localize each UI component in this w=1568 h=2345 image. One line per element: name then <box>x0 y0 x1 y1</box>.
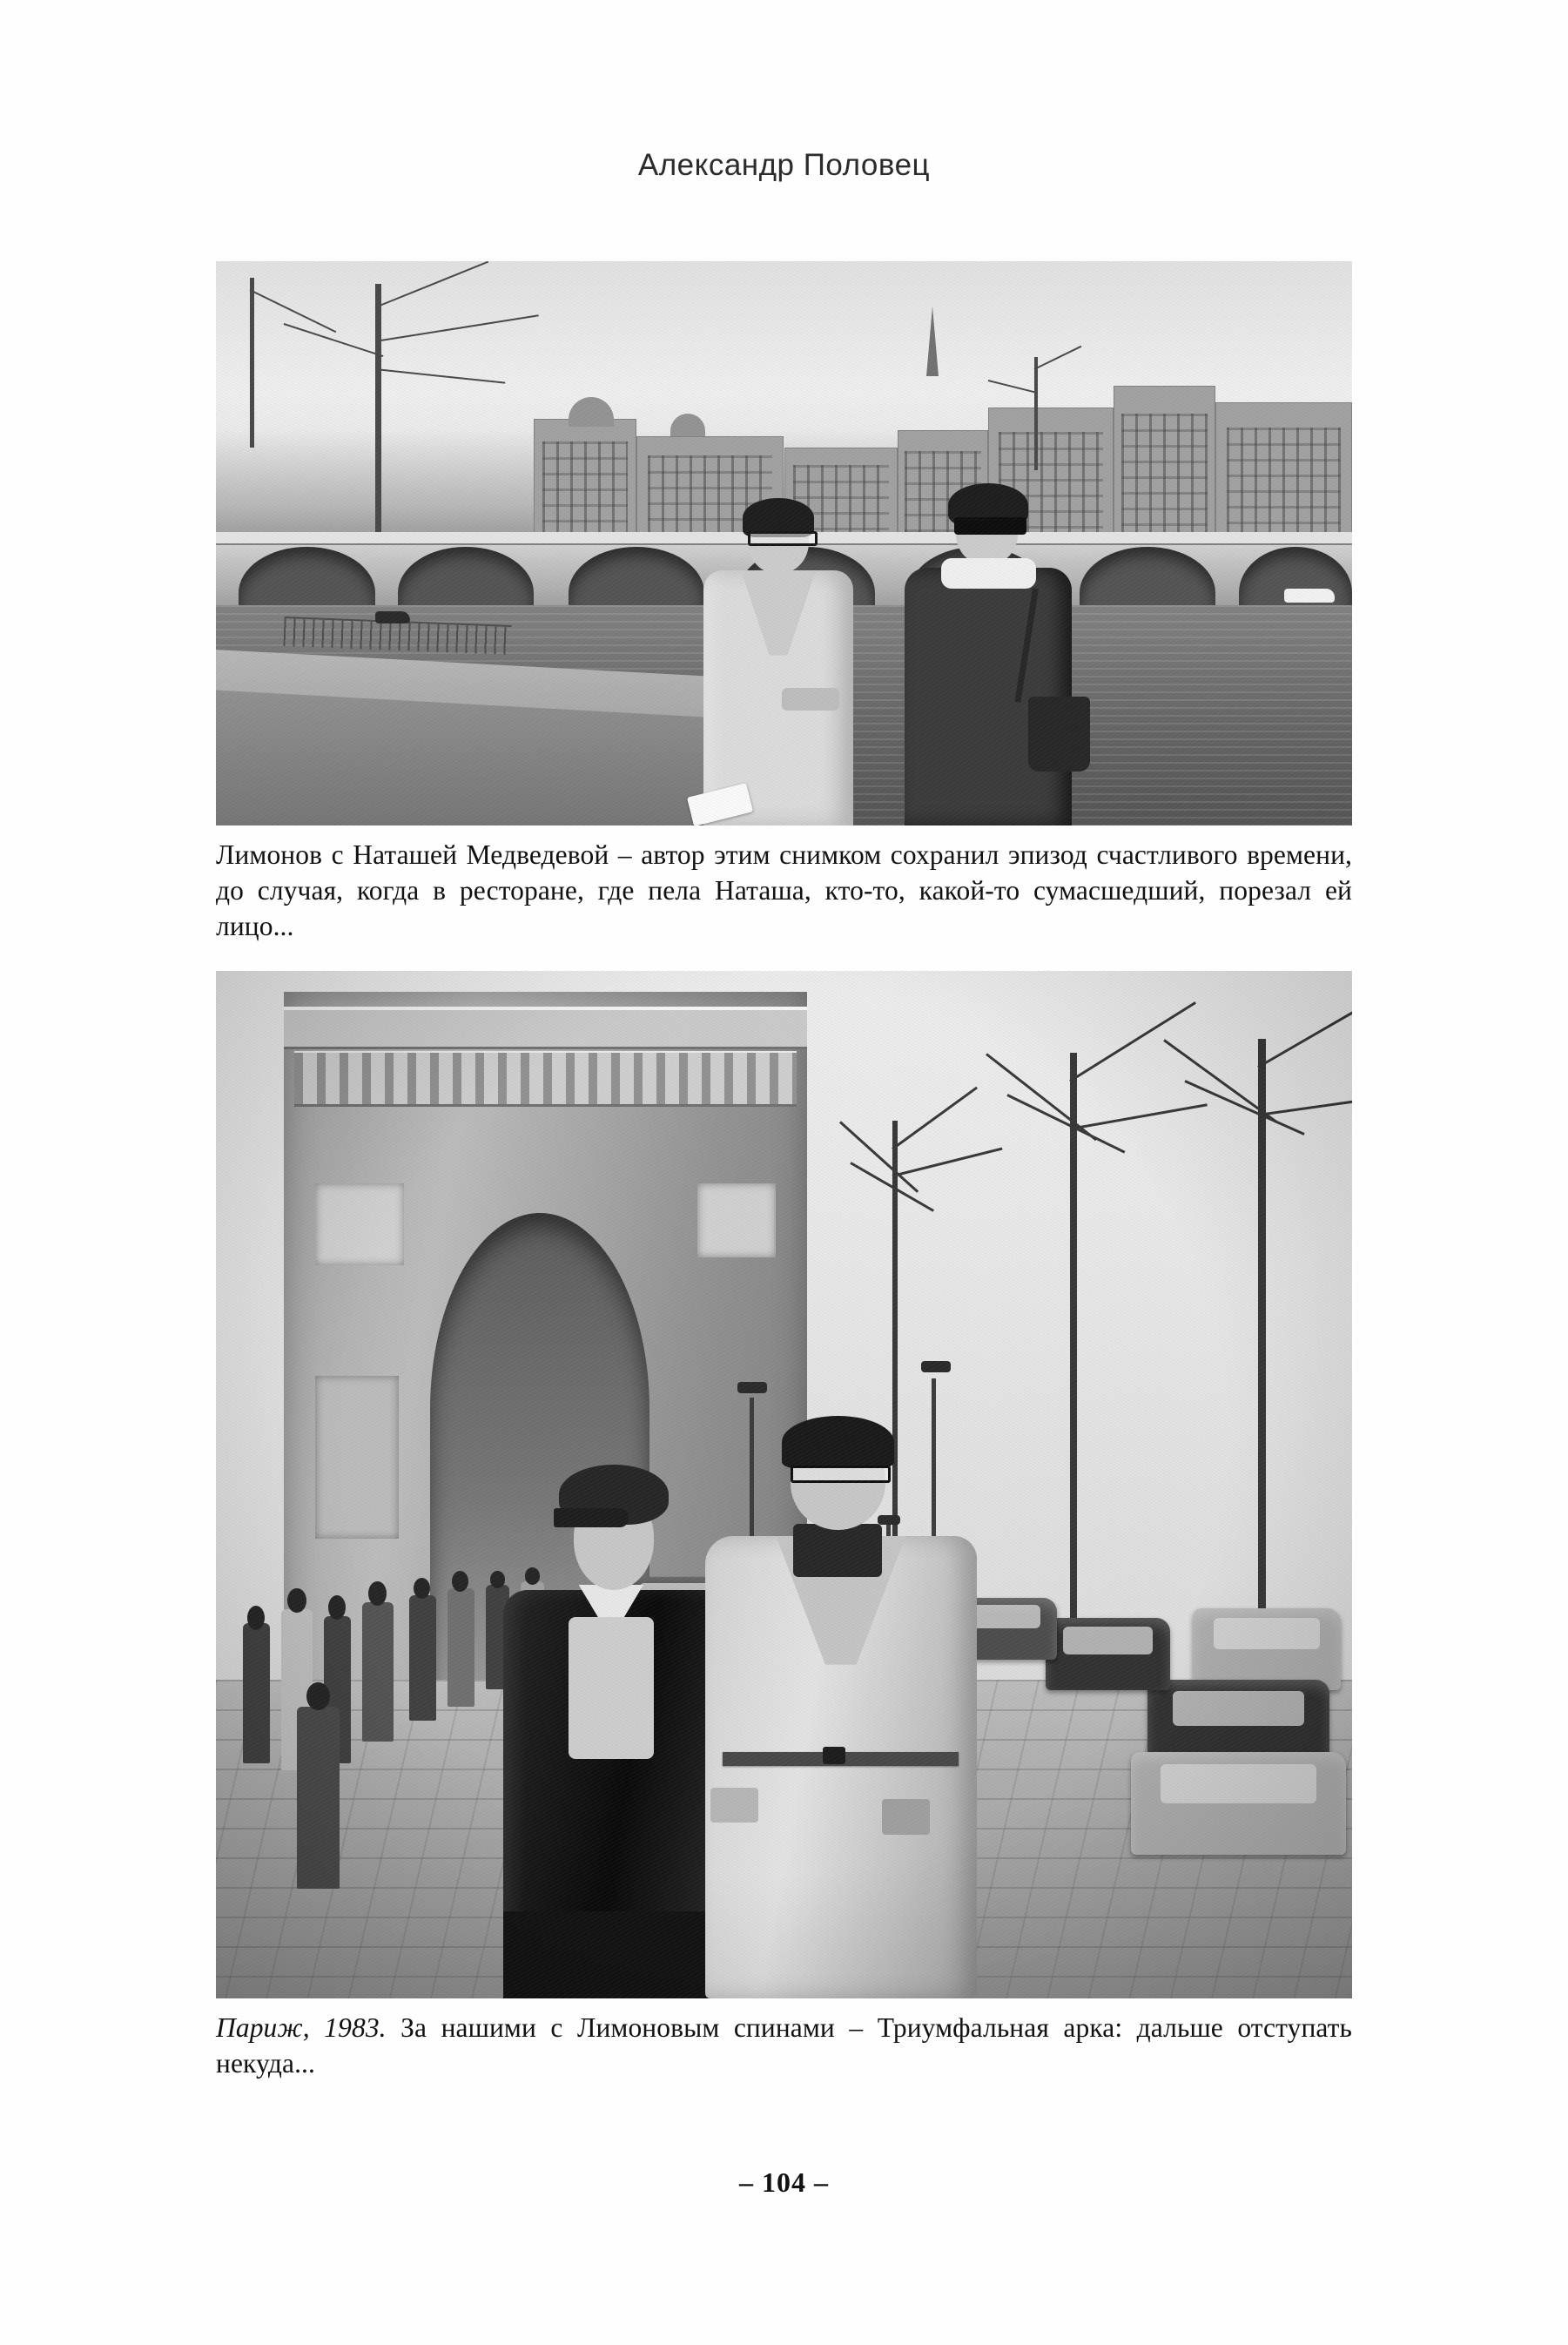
figure-man-trenchcoat <box>693 498 864 825</box>
arc-relief-panel <box>315 1376 399 1539</box>
moored-boat <box>375 611 410 623</box>
bare-tree-trunk <box>375 284 381 532</box>
figure-2-caption <box>216 2011 1352 2082</box>
coat-pocket <box>710 1788 757 1823</box>
arc-relief-panel <box>315 1183 404 1264</box>
cap-brim <box>554 1508 629 1527</box>
parked-car <box>1131 1752 1347 1855</box>
sunglasses <box>954 517 1027 534</box>
building <box>534 419 636 543</box>
figure-woman-dark-coat <box>898 487 1080 825</box>
bare-tree-branch <box>839 1121 919 1193</box>
bare-tree-branch <box>986 1053 1097 1141</box>
arc-cornice <box>284 1007 806 1049</box>
bare-tree-branch <box>1069 1001 1196 1082</box>
bridge-arch <box>239 547 375 613</box>
car-window <box>1214 1618 1320 1649</box>
figure-1 <box>216 261 1352 945</box>
bare-tree-branch <box>892 1087 978 1150</box>
bare-tree-branch <box>1258 1098 1352 1116</box>
photo-limonov-medvedeva-pont-neuf <box>216 261 1352 825</box>
bare-tree-trunk <box>1258 1039 1266 1676</box>
bridge-arch <box>1080 547 1216 613</box>
running-head-author: Александр Половец <box>637 148 931 182</box>
building <box>1215 402 1352 543</box>
figure-2-caption-text: За нашими с Лимоновым спинами – Триумфальная арка: дальше отступать некуда... <box>216 2012 1352 2079</box>
bare-tree-branch <box>1070 1103 1208 1130</box>
sweater <box>569 1617 654 1759</box>
bare-tree-branch <box>1184 1080 1304 1135</box>
page-number: – 104 – <box>739 2166 829 2198</box>
car-window <box>1173 1691 1303 1726</box>
lamp-head <box>921 1361 951 1372</box>
coat-belt <box>782 688 840 711</box>
church-spire <box>926 307 939 376</box>
arc-relief-panel <box>697 1183 776 1257</box>
belt-buckle <box>823 1747 845 1764</box>
bridge-arch <box>1239 547 1353 613</box>
parked-car <box>1193 1608 1341 1690</box>
bare-tree-trunk <box>1034 357 1038 470</box>
car-window <box>1161 1764 1316 1803</box>
bare-tree-branch <box>892 1148 1002 1177</box>
lamp-head <box>737 1382 767 1393</box>
pedestrian <box>409 1595 436 1721</box>
fur-scarf <box>941 558 1036 589</box>
eyeglasses <box>748 531 818 546</box>
pedestrian-walking-near <box>297 1707 340 1889</box>
building <box>1114 386 1215 543</box>
trousers <box>503 1911 718 1998</box>
photo-paris-1983-arc-de-triomphe <box>216 971 1352 1998</box>
pedestrian <box>448 1588 474 1707</box>
pedestrian-head <box>306 1682 330 1710</box>
hair <box>782 1416 894 1469</box>
bare-tree-trunk <box>1070 1053 1077 1676</box>
boat <box>1284 589 1335 603</box>
scarf <box>793 1524 882 1577</box>
arc-frieze <box>294 1051 796 1107</box>
pedestrian-head <box>247 1606 265 1630</box>
car-window <box>1063 1627 1153 1654</box>
figure-1-caption: Лимонов с Наташей Медведевой – автор этим снимком сохранил эпизод счастливого времени, до случая, когда в ресторане, где пела Наташа, кто-то, какой-то сумасшедший, порезал ей лицо... <box>216 839 1352 941</box>
pedestrian <box>362 1602 393 1742</box>
coat-pocket <box>882 1799 929 1834</box>
bridge-arch <box>398 547 535 613</box>
pedestrian-head <box>414 1578 430 1599</box>
bridge-arch <box>569 547 705 613</box>
eyeglasses <box>791 1466 891 1483</box>
pedestrian-head <box>287 1588 306 1613</box>
shoulder-bag <box>1028 697 1090 772</box>
bare-tree-trunk <box>250 278 254 447</box>
bare-tree-branch <box>1257 1001 1352 1069</box>
figure-2 <box>216 971 1352 2082</box>
figure-man-trenchcoat <box>693 1412 988 1998</box>
figure-2-caption-place-date: Париж, 1983. <box>216 2012 387 2043</box>
pedestrian <box>243 1623 270 1762</box>
parked-car <box>1046 1618 1171 1690</box>
